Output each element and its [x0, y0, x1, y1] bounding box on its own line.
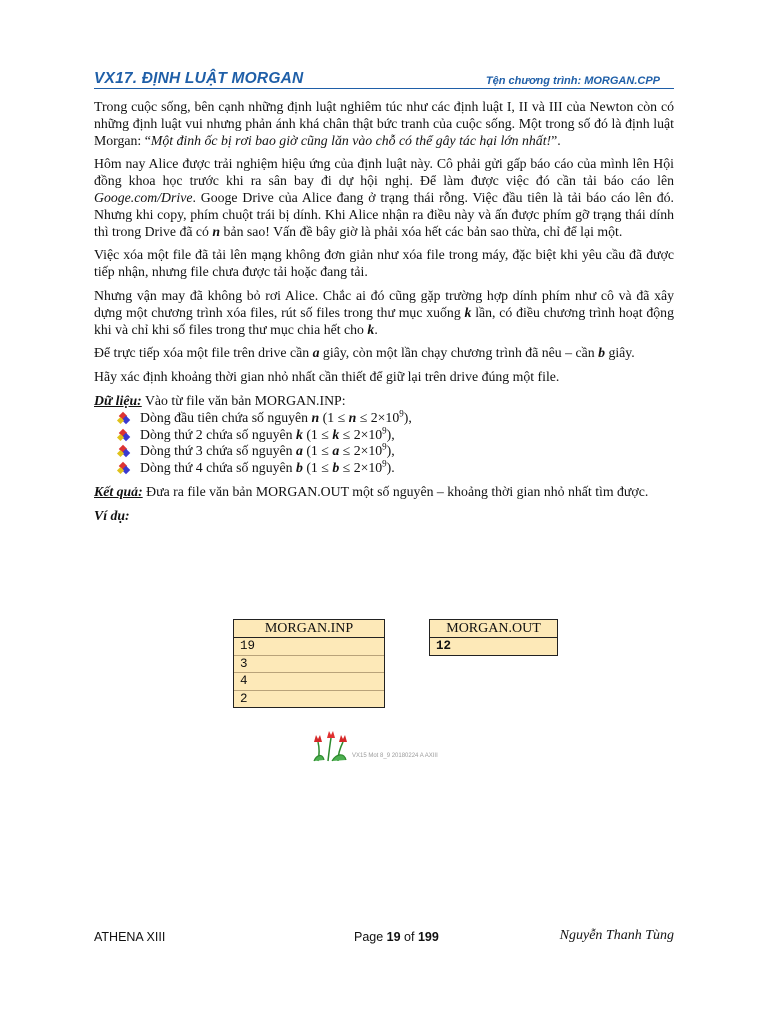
- list-item: Dòng thứ 3 chứa số nguyên a $(1 \le a \le 2\times 10^9)$,: [118, 443, 674, 460]
- example-input-table: [233, 619, 385, 708]
- footer-left: ATHENA XIII: [94, 930, 166, 944]
- bullet-icon: [118, 430, 130, 441]
- list-item: Dòng đầu tiên chứa số nguyên n $(1 \le n \le 2\times 10^9)$,: [118, 410, 674, 427]
- drive-link-text: Googe.com/Drive: [94, 189, 193, 205]
- list-item: Dòng thứ 2 chứa số nguyên k $(1 \le k \le 2\times 10^9)$,: [118, 427, 674, 444]
- table-row: 19: [234, 638, 384, 656]
- paragraph-delete: Việc xóa một file đã tải lên mạng không đơn giản như xóa file trong máy, đặc biệt khi yêu cầu đã được tiếp nhận, nhưng file chưa được tải hoặc đang tải.: [94, 247, 674, 280]
- table-header: MORGAN.OUT: [430, 620, 557, 638]
- example-heading: Ví dụ:: [94, 507, 130, 523]
- example-output-table: [429, 619, 558, 656]
- page-header: [94, 70, 674, 96]
- var-b: b: [598, 345, 605, 361]
- table-row: 4: [234, 673, 384, 691]
- document-stamp: VX15 Mot 8_9 20180224 A AXIII: [352, 753, 438, 759]
- table-row: 3: [234, 656, 384, 674]
- output-spec: Kết quả: Đưa ra file văn bản MORGAN.OUT một số nguyên – khoảng thời gian nhỏ nhất tìm được.: [94, 483, 649, 499]
- table-row: 12: [436, 639, 452, 653]
- var-k: k: [367, 321, 375, 337]
- input-list: [94, 410, 674, 477]
- bullet-icon: [118, 463, 130, 474]
- page-number: 19: [386, 930, 401, 944]
- program-name: Tện chương trình: MORGAN.CPP: [485, 75, 660, 87]
- morgan-quote: Một đinh ốc bị rơi bao giờ cũng lăn vào chỗ có thể gây tác hại lớn nhất!: [150, 132, 552, 148]
- table-row: 2: [240, 691, 248, 706]
- paragraph-task: Hãy xác định khoảng thời gian nhỏ nhất cần thiết để giữ lại trên drive đúng một file.: [94, 369, 560, 385]
- var-k: k: [464, 304, 472, 320]
- problem-title: VX17. ĐỊNH LUẬT MORGAN: [94, 70, 304, 87]
- paragraph-story: Hôm nay Alice được trải nghiệm hiệu ứng của định luật này. Cô phải gửi gấp báo cáo của mình lên Hội đồng khoa học trước khi ra sân bay đi dự hội nghị. Để làm được việc đó cần tải báo cáo lên Googe.com/Drive. Googe Drive của Alice đang ở trạng thái rỗng. Việc đầu tiên là tải báo cáo lên đó. Nhưng khi copy, phím chuột trái bị dính. Khi Alice nhận ra điều này và ấn được phím gỡ trạng thái dính thì trong Drive đã có n bản sao! Vấn đề bây giờ là phải xóa hết các bản sao thừa, chỉ để lại một.: [94, 156, 674, 239]
- input-label: Dữ liệu:: [94, 392, 142, 408]
- bullet-icon: [118, 446, 130, 457]
- paragraph-intro: Trong cuộc sống, bên cạnh những định luật nghiêm túc như các định luật I, II và III của Newton còn có những định luật vui nhưng phản ánh khá chân thật bức tranh của cuộc sống. Một trong số đó là định luật Morgan: “Một đinh ốc bị rơi bao giờ cũng lăn vào chỗ có thể gây tác hại lớn nhất!”.: [94, 99, 674, 148]
- page-indicator: Page 19 of 199: [354, 930, 439, 944]
- var-n: n: [212, 223, 221, 239]
- problem-body: [94, 99, 674, 532]
- page-total: 199: [417, 930, 439, 944]
- footer-author: Nguyễn Thanh Tùng: [559, 928, 674, 943]
- bullet-icon: [118, 413, 130, 424]
- table-header: MORGAN.INP: [234, 620, 384, 638]
- tulip-logo-icon: [310, 730, 352, 762]
- input-spec: Dữ liệu: Vào từ file văn bản MORGAN.INP:: [94, 392, 346, 408]
- var-a: a: [312, 345, 320, 361]
- paragraph-program: Nhưng vận may đã không bỏ rơi Alice. Chắc ai đó cũng gặp trường hợp dính phím như cô và đã xây dựng một chương trình xóa files, rút số files trong thư mục xuống k lần, có điều chương trình hoạt động khi và chỉ khi số files trong thư mục chia hết cho k.: [94, 287, 674, 337]
- paragraph-costs: Để trực tiếp xóa một file trên drive cần a giây, còn một lần chạy chương trình đã nêu – cần b giây.: [94, 345, 635, 361]
- header-rule: [94, 88, 674, 89]
- list-item: Dòng thứ 4 chứa số nguyên b $(1 \le b \le 2\times 10^9)$.: [118, 460, 674, 477]
- output-label: Kết quả:: [94, 483, 143, 499]
